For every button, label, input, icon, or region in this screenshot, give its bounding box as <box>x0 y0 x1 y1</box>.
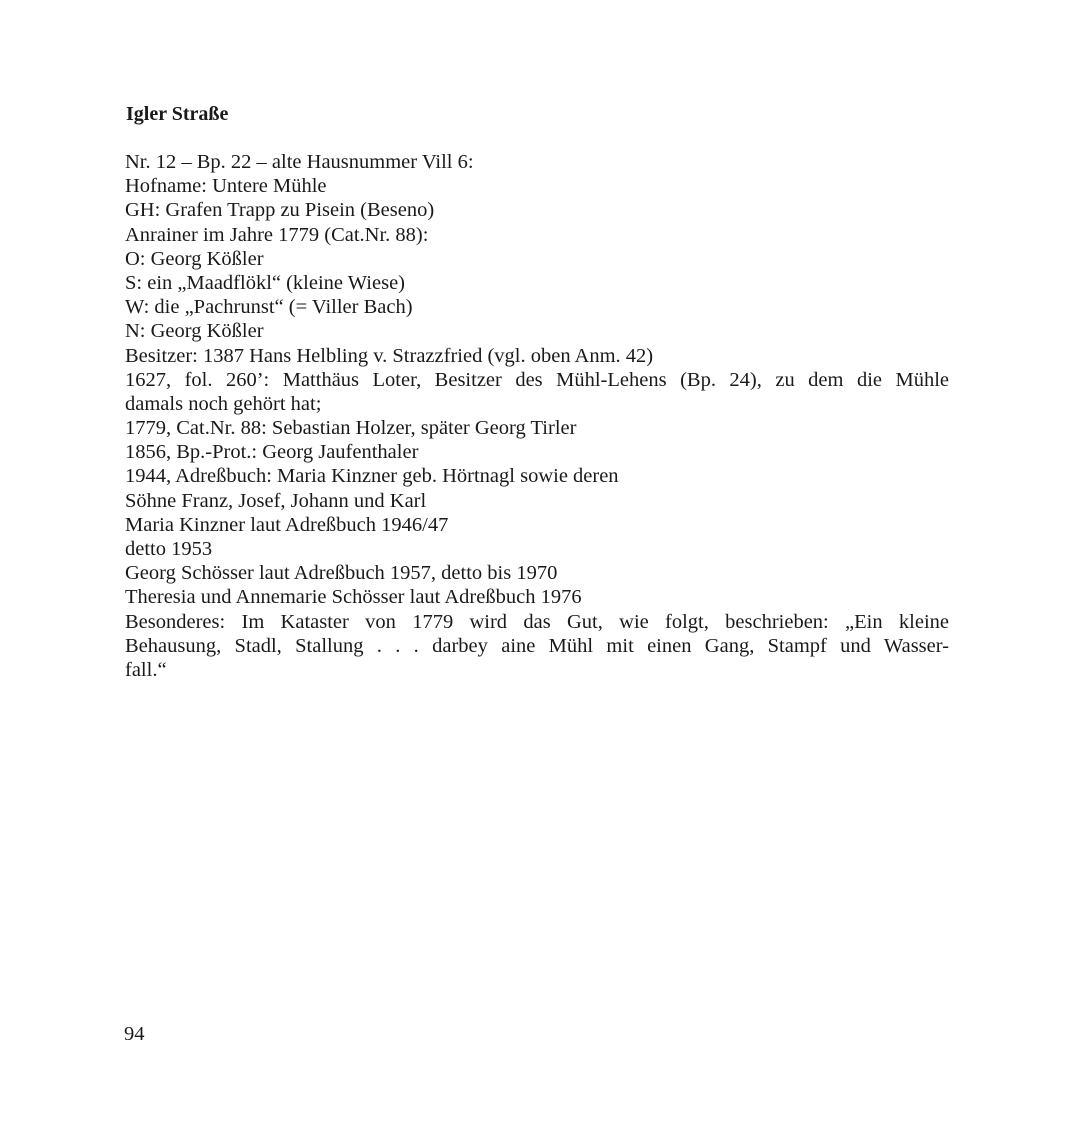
text-line-farm-name: Hofname: Untere Mühle <box>125 175 327 198</box>
text-line-owner-1946: Maria Kinzner laut Adreßbuch 1946/47 <box>125 513 449 536</box>
text-line-neighbors-heading: Anrainer im Jahre 1779 (Cat.Nr. 88): <box>125 223 429 246</box>
page-number: 94 <box>124 1023 145 1045</box>
text-line-landlord: GH: Grafen Trapp zu Pisein (Beseno) <box>125 199 435 222</box>
text-line-neighbor-west: W: die „Pachrunst“ (= Viller Bach) <box>125 296 413 319</box>
text-line-owner-1976: Theresia und Annemarie Schösser laut Adreßbuch 1976 <box>125 586 582 609</box>
entry-text <box>125 150 949 682</box>
text-line-owner-1627: 1627, fol. 260’: Matthäus Loter, Besitzer des Mühl-Lehens (Bp. 24), zu dem die Mühle <box>125 368 949 391</box>
text-line-owner-1779: 1779, Cat.Nr. 88: Sebastian Holzer, später Georg Tirler <box>125 417 577 440</box>
text-line-special-notes-continued: Behausung, Stadl, Stallung . . . darbey aine Mühl mit einen Gang, Stampf und Wasser- <box>125 634 949 657</box>
text-line-owner-1944-sons: Söhne Franz, Josef, Johann und Karl <box>125 489 427 512</box>
text-line-owner-1944: 1944, Adreßbuch: Maria Kinzner geb. Hörtnagl sowie deren <box>125 465 619 488</box>
text-line-neighbor-north: N: Georg Kößler <box>125 320 264 343</box>
text-line-owner-1627-continued: damals noch gehört hat; <box>125 392 322 415</box>
text-line-neighbor-east: O: Georg Kößler <box>125 247 264 270</box>
text-line-owner-1856: 1856, Bp.-Prot.: Georg Jaufenthaler <box>125 441 419 464</box>
text-line-neighbor-south: S: ein „Maadflökl“ (kleine Wiese) <box>125 271 406 294</box>
text-line-house-number: Nr. 12 – Bp. 22 – alte Hausnummer Vill 6: <box>125 151 474 173</box>
text-line-owner-1957: Georg Schösser laut Adreßbuch 1957, detto bis 1970 <box>125 562 558 585</box>
text-line-special-notes-end: fall.“ <box>125 658 167 681</box>
text-line-owner-1387: Besitzer: 1387 Hans Helbling v. Strazzfried (vgl. oben Anm. 42) <box>125 344 654 367</box>
section-heading: Igler Straße <box>126 103 229 125</box>
text-line-owner-1953: detto 1953 <box>125 538 213 560</box>
text-line-special-notes: Besonderes: Im Kataster von 1779 wird das Gut, wie folgt, beschrieben: „Ein kleine <box>125 610 949 633</box>
